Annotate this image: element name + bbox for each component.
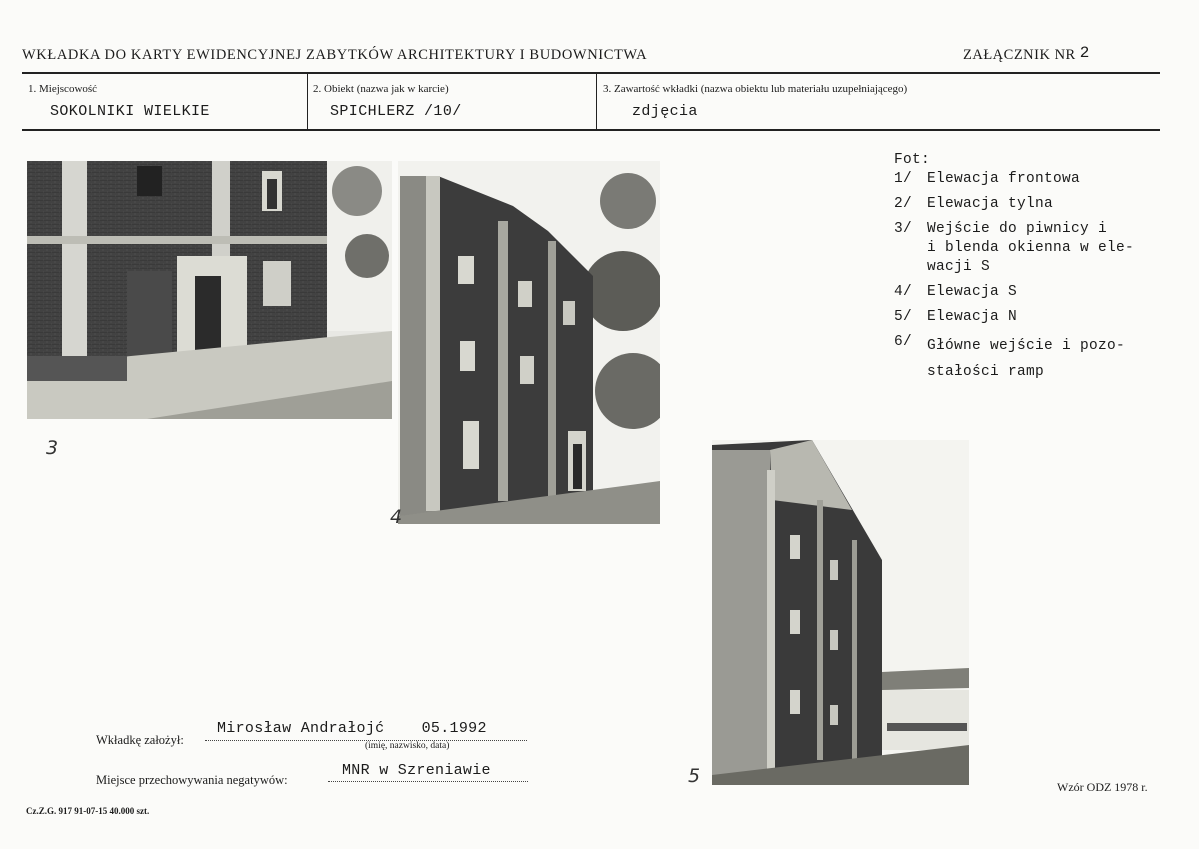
caption-number: 6/ bbox=[894, 334, 913, 350]
attachment-label bbox=[963, 46, 1090, 64]
attachment-number: 2 bbox=[1079, 44, 1090, 62]
caption-2 bbox=[894, 195, 1175, 214]
field-label-object: 2. Obiekt (nazwa jak w karcie) bbox=[313, 83, 449, 95]
caption-text: Elewacja S bbox=[927, 284, 1018, 300]
storage-dotted-line bbox=[328, 781, 528, 782]
field-label-contents: 3. Zawartość wkładki (nazwa obiektu lub materiału uzupełniającego) bbox=[603, 83, 908, 95]
storage-label: Miejsce przechowywania negatywów: bbox=[96, 773, 288, 787]
photo-captions bbox=[894, 151, 1175, 391]
field-value-object: SPICHLERZ /10/ bbox=[330, 103, 462, 120]
caption-number: 4/ bbox=[894, 284, 913, 300]
attachment-label-text: ZAŁĄCZNIK NR bbox=[963, 47, 1076, 63]
photo-5-image bbox=[712, 440, 969, 785]
field-divider-2 bbox=[596, 74, 597, 129]
print-code: Cz.Z.G. 917 91-07-15 40.000 szt. bbox=[26, 806, 150, 816]
header-top-rule bbox=[22, 72, 1160, 74]
form-pattern: Wzór ODZ 1978 r. bbox=[1057, 780, 1148, 794]
field-value-locality: SOKOLNIKI WIELKIE bbox=[50, 103, 210, 120]
caption-number: 1/ bbox=[894, 171, 913, 187]
photo-4-image bbox=[398, 161, 660, 524]
form-title: WKŁADKA DO KARTY EWIDENCYJNEJ ZABYTKÓW ARCHITEKTURY I BUDOWNICTWA bbox=[22, 47, 648, 63]
caption-text: Elewacja N bbox=[927, 309, 1018, 325]
field-value-contents: zdjęcia bbox=[632, 103, 698, 120]
caption-5 bbox=[894, 308, 1175, 327]
caption-number: 2/ bbox=[894, 196, 913, 212]
caption-number: 5/ bbox=[894, 309, 913, 325]
author-value: Mirosław Andrałojć 05.1992 bbox=[217, 720, 487, 737]
storage-value: MNR w Szreniawie bbox=[342, 762, 491, 779]
author-label: Wkładkę założył: bbox=[96, 733, 184, 747]
caption-text: Elewacja tylna bbox=[927, 196, 1054, 212]
caption-4 bbox=[894, 283, 1175, 302]
photo-4 bbox=[398, 161, 660, 524]
photo-5-number: 5 bbox=[688, 765, 701, 787]
photo-3-number: 3 bbox=[46, 437, 59, 459]
photo-3 bbox=[27, 161, 392, 419]
captions-heading: Fot: bbox=[894, 152, 931, 168]
field-label-locality: 1. Miejscowość bbox=[28, 83, 98, 95]
caption-1 bbox=[894, 170, 1175, 189]
caption-3 bbox=[894, 220, 1175, 277]
author-sublabel: (imię, nazwisko, data) bbox=[365, 741, 450, 751]
caption-number: 3/ bbox=[894, 221, 913, 237]
caption-text: Wejście do piwnicy i i blenda okienna w ele- wacji S bbox=[927, 221, 1135, 275]
caption-6 bbox=[894, 333, 1175, 385]
caption-text: Elewacja frontowa bbox=[927, 171, 1081, 187]
photo-3-image bbox=[27, 161, 392, 419]
photo-5 bbox=[712, 440, 969, 785]
field-divider-1 bbox=[307, 74, 308, 129]
photo-4-number: 4 bbox=[390, 506, 403, 528]
caption-text: Główne wejście i pozo- stałości ramp bbox=[927, 338, 1126, 380]
header-bottom-rule bbox=[22, 129, 1160, 131]
